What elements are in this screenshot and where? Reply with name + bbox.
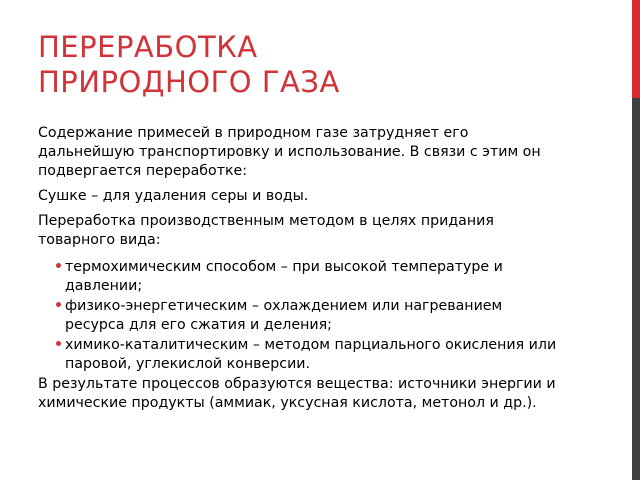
list-item xyxy=(65,336,558,374)
slide-body xyxy=(38,124,558,419)
bullet-icon xyxy=(56,302,61,307)
title-line-1: ПЕРЕРАБОТКА xyxy=(38,30,258,64)
slide-title xyxy=(38,30,598,100)
method-list xyxy=(38,258,558,374)
paragraph-result: В результате процессов образуются вещества: источники энергии и химические продукты (аммиак, уксусная кислота, метонол и др.). xyxy=(38,376,556,411)
bullet-icon xyxy=(56,263,61,268)
bullet-icon xyxy=(56,341,61,346)
paragraph-intro: Содержание примесей в природном газе затрудняет его дальнейшую транспортировку и использование. В связи с этим он подвергается переработке: xyxy=(38,125,541,179)
list-item-text: термохимическим способом – при высокой температуре и давлении; xyxy=(65,259,503,294)
list-item-text: физико-энергетическим – охлаждением или нагреванием ресурса для его сжатия и деления; xyxy=(65,298,503,333)
paragraph-processing: Переработка производственным методом в целях придания товарного вида: xyxy=(38,213,494,248)
list-item xyxy=(65,297,558,335)
list-item xyxy=(65,258,558,296)
list-item-text: химико-каталитическим – методом парциального окисления или паровой, углекислой конверсии. xyxy=(65,337,557,372)
paragraph-drying: Сушке – для удаления серы и воды. xyxy=(38,188,309,204)
side-accent-red xyxy=(632,0,640,98)
title-line-2: ПРИРОДНОГО ГАЗА xyxy=(38,65,340,99)
